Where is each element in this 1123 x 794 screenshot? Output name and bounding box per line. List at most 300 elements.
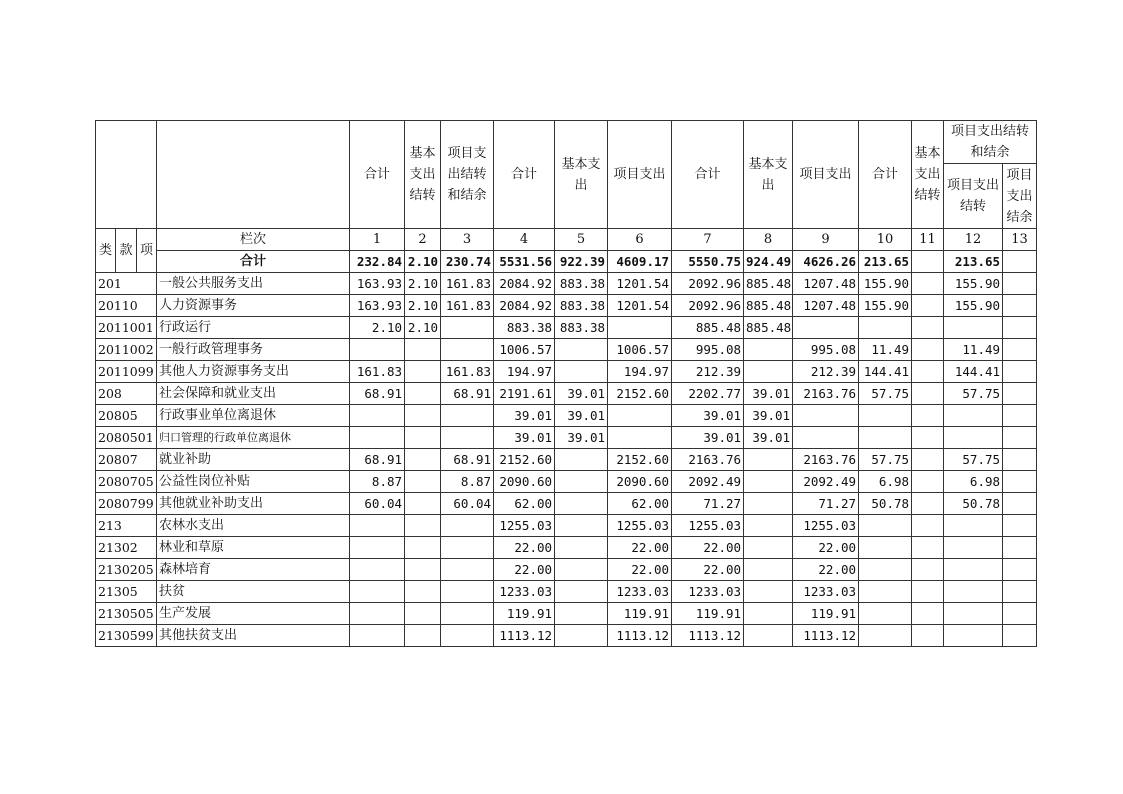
row-value: 68.91	[350, 383, 405, 405]
row-value	[350, 405, 405, 427]
row-value	[405, 405, 441, 427]
row-value: 2152.60	[494, 449, 555, 471]
row-value	[1003, 581, 1037, 603]
row-value	[944, 427, 1003, 449]
row-value: 163.93	[350, 273, 405, 295]
row-value	[608, 405, 672, 427]
row-value	[859, 625, 912, 647]
row-name: 一般行政管理事务	[157, 339, 350, 361]
row-value	[744, 515, 793, 537]
table-row	[96, 537, 1037, 559]
row-value: 1233.03	[793, 581, 859, 603]
col-number: 8	[744, 229, 793, 251]
row-value	[1003, 273, 1037, 295]
row-value: 62.00	[494, 493, 555, 515]
row-value: 2.10	[405, 295, 441, 317]
row-value: 1113.12	[793, 625, 859, 647]
table-row	[96, 295, 1037, 317]
row-code: 20110	[96, 295, 157, 317]
row-value	[1003, 537, 1037, 559]
row-value: 39.01	[494, 405, 555, 427]
row-value	[350, 603, 405, 625]
row-value: 155.90	[859, 273, 912, 295]
row-value: 50.78	[859, 493, 912, 515]
total-value: 924.49	[744, 251, 793, 273]
col-header-12: 项目支出结转	[944, 164, 1003, 229]
row-value: 1233.03	[608, 581, 672, 603]
row-value	[608, 427, 672, 449]
row-value	[555, 559, 608, 581]
row-name: 归口管理的行政单位离退休	[157, 427, 350, 449]
row-value	[1003, 427, 1037, 449]
row-name: 其他就业补助支出	[157, 493, 350, 515]
row-value	[859, 559, 912, 581]
row-value: 212.39	[793, 361, 859, 383]
row-value	[1003, 625, 1037, 647]
row-code: 2130205	[96, 559, 157, 581]
row-value	[441, 603, 494, 625]
row-value	[405, 559, 441, 581]
row-value	[859, 581, 912, 603]
row-value: 2191.61	[494, 383, 555, 405]
row-value: 144.41	[859, 361, 912, 383]
col-header-9: 项目支出	[793, 121, 859, 229]
row-value: 71.27	[672, 493, 744, 515]
total-value: 230.74	[441, 251, 494, 273]
row-value: 22.00	[672, 559, 744, 581]
row-value: 68.91	[441, 449, 494, 471]
row-value	[405, 515, 441, 537]
row-value: 883.38	[494, 317, 555, 339]
row-value: 885.48	[744, 317, 793, 339]
row-value: 1207.48	[793, 295, 859, 317]
row-value	[912, 603, 944, 625]
row-value	[441, 537, 494, 559]
table-row	[96, 383, 1037, 405]
row-value	[441, 559, 494, 581]
table-row	[96, 603, 1037, 625]
row-value	[744, 559, 793, 581]
row-value: 1006.57	[494, 339, 555, 361]
row-value	[944, 581, 1003, 603]
table-row	[96, 317, 1037, 339]
row-value: 8.87	[350, 471, 405, 493]
row-name: 农林水支出	[157, 515, 350, 537]
row-value	[405, 339, 441, 361]
row-value: 995.08	[793, 339, 859, 361]
row-value	[912, 361, 944, 383]
row-value	[944, 537, 1003, 559]
row-value: 212.39	[672, 361, 744, 383]
row-value	[912, 317, 944, 339]
row-value: 1255.03	[672, 515, 744, 537]
row-value	[912, 625, 944, 647]
row-value: 995.08	[672, 339, 744, 361]
row-value: 1255.03	[494, 515, 555, 537]
row-value	[405, 625, 441, 647]
row-value	[441, 581, 494, 603]
row-value	[350, 581, 405, 603]
row-value	[1003, 295, 1037, 317]
row-value	[944, 559, 1003, 581]
table-row	[96, 405, 1037, 427]
row-value	[350, 427, 405, 449]
row-value	[1003, 493, 1037, 515]
col-number: 7	[672, 229, 744, 251]
row-value: 39.01	[555, 383, 608, 405]
row-value	[744, 603, 793, 625]
row-value	[555, 361, 608, 383]
total-value	[1003, 251, 1037, 273]
row-value	[1003, 471, 1037, 493]
row-value	[555, 625, 608, 647]
col-header-3: 项目支出结转和结余	[441, 121, 494, 229]
row-code: 201	[96, 273, 157, 295]
row-name: 扶贫	[157, 581, 350, 603]
row-value	[405, 427, 441, 449]
col-header-7: 合计	[672, 121, 744, 229]
row-value	[441, 515, 494, 537]
total-value	[912, 251, 944, 273]
row-value: 22.00	[793, 559, 859, 581]
row-value	[555, 471, 608, 493]
table-row	[96, 471, 1037, 493]
row-value	[944, 317, 1003, 339]
col-number: 11	[912, 229, 944, 251]
row-value: 57.75	[944, 449, 1003, 471]
row-code: 2080799	[96, 493, 157, 515]
row-value: 2152.60	[608, 449, 672, 471]
row-value: 71.27	[793, 493, 859, 515]
row-value: 2090.60	[494, 471, 555, 493]
row-value	[912, 295, 944, 317]
table-row	[96, 625, 1037, 647]
row-name: 社会保障和就业支出	[157, 383, 350, 405]
row-value: 1006.57	[608, 339, 672, 361]
row-value: 22.00	[672, 537, 744, 559]
row-name: 人力资源事务	[157, 295, 350, 317]
row-code: 2130505	[96, 603, 157, 625]
table-row	[96, 273, 1037, 295]
row-value: 11.49	[944, 339, 1003, 361]
row-name: 公益性岗位补贴	[157, 471, 350, 493]
row-value: 1201.54	[608, 273, 672, 295]
row-value	[912, 405, 944, 427]
row-code: 2011099	[96, 361, 157, 383]
table-row	[96, 361, 1037, 383]
total-value: 4626.26	[793, 251, 859, 273]
row-value: 22.00	[608, 559, 672, 581]
row-value: 39.01	[494, 427, 555, 449]
row-value	[350, 537, 405, 559]
lei-label: 类	[96, 229, 116, 273]
col-number: 4	[494, 229, 555, 251]
row-value	[859, 603, 912, 625]
row-value: 1113.12	[608, 625, 672, 647]
row-value: 155.90	[944, 295, 1003, 317]
row-value	[1003, 339, 1037, 361]
row-value: 119.91	[793, 603, 859, 625]
total-label: 合计	[157, 251, 350, 273]
row-value	[793, 427, 859, 449]
row-value	[350, 515, 405, 537]
row-value	[859, 427, 912, 449]
row-value	[912, 273, 944, 295]
row-value	[555, 537, 608, 559]
row-code: 208	[96, 383, 157, 405]
row-value: 2092.49	[793, 471, 859, 493]
row-value	[1003, 449, 1037, 471]
row-value	[1003, 383, 1037, 405]
row-value	[1003, 603, 1037, 625]
row-code: 2011002	[96, 339, 157, 361]
total-value: 922.39	[555, 251, 608, 273]
row-value: 119.91	[608, 603, 672, 625]
col-number: 1	[350, 229, 405, 251]
row-value	[744, 625, 793, 647]
row-value: 6.98	[944, 471, 1003, 493]
lanci-label: 栏次	[157, 229, 350, 251]
col-number: 12	[944, 229, 1003, 251]
row-value: 39.01	[744, 405, 793, 427]
row-value	[912, 537, 944, 559]
row-name: 行政事业单位离退休	[157, 405, 350, 427]
row-value: 2163.76	[793, 449, 859, 471]
column-number-row	[96, 229, 1037, 251]
row-value: 6.98	[859, 471, 912, 493]
col-header-5: 基本支出	[555, 121, 608, 229]
table-body	[96, 273, 1037, 647]
row-value	[912, 471, 944, 493]
row-value	[944, 405, 1003, 427]
row-value	[405, 603, 441, 625]
row-value: 8.87	[441, 471, 494, 493]
row-value	[1003, 361, 1037, 383]
row-value	[608, 317, 672, 339]
row-name: 其他人力资源事务支出	[157, 361, 350, 383]
row-value: 39.01	[744, 383, 793, 405]
row-value	[1003, 559, 1037, 581]
row-value: 883.38	[555, 273, 608, 295]
row-value: 119.91	[672, 603, 744, 625]
row-value	[555, 603, 608, 625]
row-value	[405, 361, 441, 383]
row-value	[793, 317, 859, 339]
col-header-13: 项目支出结余	[1003, 164, 1037, 229]
row-value	[441, 317, 494, 339]
row-value: 885.48	[744, 295, 793, 317]
row-value: 1255.03	[793, 515, 859, 537]
row-value: 161.83	[441, 361, 494, 383]
row-value	[859, 515, 912, 537]
row-value: 39.01	[744, 427, 793, 449]
xiang-label: 项	[137, 229, 157, 273]
row-value	[441, 405, 494, 427]
row-value: 194.97	[608, 361, 672, 383]
col-number: 5	[555, 229, 608, 251]
row-value: 57.75	[859, 449, 912, 471]
row-value: 57.75	[944, 383, 1003, 405]
row-value: 161.83	[350, 361, 405, 383]
row-value	[912, 339, 944, 361]
row-value: 39.01	[555, 405, 608, 427]
row-value	[555, 449, 608, 471]
row-value	[912, 559, 944, 581]
row-value	[912, 427, 944, 449]
row-value: 39.01	[672, 427, 744, 449]
col-header-1: 合计	[350, 121, 405, 229]
kuan-label: 款	[116, 229, 137, 273]
row-value	[555, 581, 608, 603]
row-value: 163.93	[350, 295, 405, 317]
row-name: 就业补助	[157, 449, 350, 471]
row-value: 22.00	[494, 559, 555, 581]
row-value	[405, 493, 441, 515]
row-value: 57.75	[859, 383, 912, 405]
total-value: 5550.75	[672, 251, 744, 273]
row-value	[405, 449, 441, 471]
row-value	[744, 581, 793, 603]
row-value	[793, 405, 859, 427]
row-value	[441, 625, 494, 647]
table-row	[96, 493, 1037, 515]
total-value: 213.65	[944, 251, 1003, 273]
row-value: 60.04	[350, 493, 405, 515]
row-value: 1113.12	[494, 625, 555, 647]
row-value: 883.38	[555, 317, 608, 339]
row-value: 60.04	[441, 493, 494, 515]
row-name: 林业和草原	[157, 537, 350, 559]
row-value: 39.01	[672, 405, 744, 427]
row-value	[405, 383, 441, 405]
col-header-10: 合计	[859, 121, 912, 229]
row-value: 2092.96	[672, 273, 744, 295]
col-number: 2	[405, 229, 441, 251]
row-value: 2152.60	[608, 383, 672, 405]
row-value: 1201.54	[608, 295, 672, 317]
row-name: 森林培育	[157, 559, 350, 581]
row-value	[441, 339, 494, 361]
header-blank-name	[157, 121, 350, 229]
row-value	[744, 471, 793, 493]
row-value: 22.00	[608, 537, 672, 559]
row-value	[441, 427, 494, 449]
total-value: 213.65	[859, 251, 912, 273]
row-code: 213	[96, 515, 157, 537]
row-value	[744, 339, 793, 361]
row-value	[555, 339, 608, 361]
row-value: 885.48	[672, 317, 744, 339]
row-value: 1233.03	[494, 581, 555, 603]
row-value: 39.01	[555, 427, 608, 449]
row-value: 11.49	[859, 339, 912, 361]
row-value	[859, 537, 912, 559]
header-blank-code	[96, 121, 157, 229]
table-row	[96, 427, 1037, 449]
row-value	[555, 493, 608, 515]
table-row	[96, 515, 1037, 537]
row-value: 885.48	[744, 273, 793, 295]
row-value	[350, 625, 405, 647]
row-value	[405, 537, 441, 559]
row-value: 22.00	[494, 537, 555, 559]
row-code: 2130599	[96, 625, 157, 647]
table-row	[96, 449, 1037, 471]
row-value: 2.10	[405, 273, 441, 295]
row-value: 2092.49	[672, 471, 744, 493]
row-name: 生产发展	[157, 603, 350, 625]
row-value: 1207.48	[793, 273, 859, 295]
row-value: 1113.12	[672, 625, 744, 647]
row-value	[405, 581, 441, 603]
table-row	[96, 339, 1037, 361]
row-value	[1003, 405, 1037, 427]
total-value: 2.10	[405, 251, 441, 273]
row-name: 一般公共服务支出	[157, 273, 350, 295]
row-name: 其他扶贫支出	[157, 625, 350, 647]
row-value: 62.00	[608, 493, 672, 515]
row-name: 行政运行	[157, 317, 350, 339]
row-value: 2.10	[405, 317, 441, 339]
row-value: 50.78	[944, 493, 1003, 515]
row-code: 2080501	[96, 427, 157, 449]
row-value: 1233.03	[672, 581, 744, 603]
total-row	[96, 251, 1037, 273]
row-value: 1255.03	[608, 515, 672, 537]
table-row	[96, 559, 1037, 581]
row-value: 144.41	[944, 361, 1003, 383]
row-value: 2084.92	[494, 295, 555, 317]
row-value: 68.91	[441, 383, 494, 405]
row-value: 2163.76	[672, 449, 744, 471]
table-row	[96, 581, 1037, 603]
col-group-header: 项目支出结转和结余	[944, 121, 1037, 164]
total-value: 5531.56	[494, 251, 555, 273]
row-value: 2163.76	[793, 383, 859, 405]
col-header-4: 合计	[494, 121, 555, 229]
col-number: 13	[1003, 229, 1037, 251]
row-value: 2092.96	[672, 295, 744, 317]
row-value	[744, 361, 793, 383]
row-code: 21305	[96, 581, 157, 603]
row-value	[350, 339, 405, 361]
row-value: 2090.60	[608, 471, 672, 493]
row-value: 161.83	[441, 273, 494, 295]
row-value	[912, 449, 944, 471]
col-number: 10	[859, 229, 912, 251]
row-value	[744, 449, 793, 471]
row-value	[1003, 515, 1037, 537]
row-value	[912, 581, 944, 603]
col-header-6: 项目支出	[608, 121, 672, 229]
total-value: 232.84	[350, 251, 405, 273]
row-value	[944, 625, 1003, 647]
row-value	[912, 493, 944, 515]
row-code: 20807	[96, 449, 157, 471]
row-value: 119.91	[494, 603, 555, 625]
col-number: 9	[793, 229, 859, 251]
row-code: 21302	[96, 537, 157, 559]
row-value: 194.97	[494, 361, 555, 383]
row-value	[944, 603, 1003, 625]
row-code: 2080705	[96, 471, 157, 493]
budget-table	[95, 120, 1037, 647]
row-value: 2084.92	[494, 273, 555, 295]
row-value: 2.10	[350, 317, 405, 339]
row-code: 20805	[96, 405, 157, 427]
row-value	[555, 515, 608, 537]
col-header-11: 基本支出结转	[912, 121, 944, 229]
